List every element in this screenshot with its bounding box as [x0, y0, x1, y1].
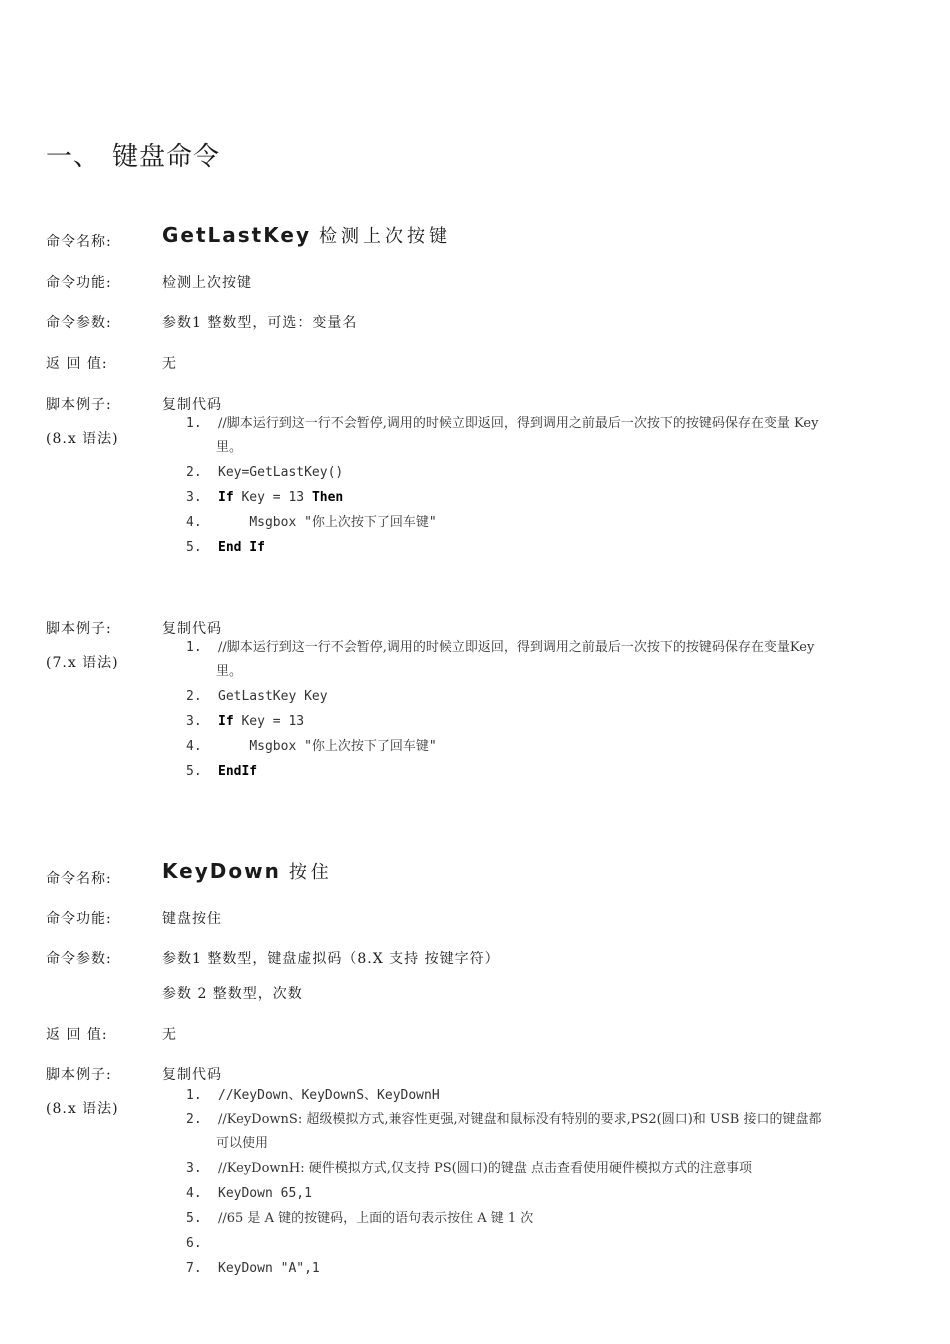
label-command-name: 命令名称: [46, 871, 112, 887]
code-line: 5. End If [186, 540, 265, 555]
syntax-version: (8.x 语法) [46, 431, 119, 447]
command-function: 检测上次按键 [162, 275, 252, 291]
section-title: 键盘命令 [112, 142, 221, 172]
return-value: 无 [162, 356, 177, 372]
code-line: 6. [186, 1236, 202, 1251]
command-name: KeyDown [162, 859, 281, 883]
code-line: 1. //脚本运行到这一行不会暂停,调用的时候立即返回，得到调用之前最后一次按下的按键码保存在变量 Key 里。 [186, 416, 819, 455]
command-param-1: 参数1 整数型，键盘虚拟码（8.X 支持 按键字符） [162, 951, 500, 967]
copy-code-link[interactable]: 复制代码 [162, 397, 222, 413]
command-param-1: 参数1 整数型，可选：变量名 [162, 315, 358, 331]
command-title [162, 222, 451, 248]
code-line: 2. //KeyDownS: 超级模拟方式,兼容性更强,对键盘和鼠标没有特别的要求,PS2(圆口)和 USB 接口的键盘都 可以使用 [186, 1112, 822, 1151]
code-line: 5. //65 是 A 键的按键码，上面的语句表示按住 A 键 1 次 [186, 1211, 534, 1226]
label-return-value: 返 回 值: [46, 356, 108, 372]
syntax-version: (7.x 语法) [46, 655, 119, 671]
command-title [162, 858, 333, 884]
command-function: 键盘按住 [162, 911, 222, 927]
code-block [186, 636, 906, 784]
return-value: 无 [162, 1027, 177, 1043]
label-command-params: 命令参数: [46, 951, 112, 967]
code-line: 1. //KeyDown、KeyDownS、KeyDownH [186, 1088, 440, 1103]
code-line: 3. If Key = 13 [186, 714, 305, 729]
section-number: 一、 [46, 142, 101, 172]
command-name: GetLastKey [162, 223, 311, 247]
command-desc: 按住 [288, 862, 333, 883]
command-param-2: 参数 2 整数型，次数 [162, 986, 303, 1002]
code-line: 3. //KeyDownH: 硬件模拟方式,仅支持 PS(圆口)的键盘 点击查看使用硬件模拟方式的注意事项 [186, 1161, 752, 1176]
label-example: 脚本例子: [46, 1067, 112, 1083]
code-line: 4. Msgbox "你上次按下了回车键" [186, 739, 437, 754]
code-line: 1. //脚本运行到这一行不会暂停,调用的时候立即返回，得到调用之前最后一次按下的按键码保存在变量Key 里。 [186, 640, 815, 679]
label-command-params: 命令参数: [46, 315, 112, 331]
label-example: 脚本例子: [46, 397, 112, 413]
code-line: 3. If Key = 13 Then [186, 490, 344, 505]
syntax-version: (8.x 语法) [46, 1101, 119, 1117]
command-desc: 检测上次按键 [319, 226, 451, 247]
code-block [186, 412, 906, 560]
code-line: 7. KeyDown "A",1 [186, 1261, 320, 1276]
code-line: 2. GetLastKey Key [186, 689, 328, 704]
code-line: 4. KeyDown 65,1 [186, 1186, 312, 1201]
code-block [186, 1083, 906, 1281]
copy-code-link[interactable]: 复制代码 [162, 1067, 222, 1083]
label-command-function: 命令功能: [46, 275, 112, 291]
label-example: 脚本例子: [46, 621, 112, 637]
label-command-name: 命令名称: [46, 234, 112, 250]
code-line: 5. EndIf [186, 764, 258, 779]
section-heading [46, 136, 220, 173]
copy-code-link[interactable]: 复制代码 [162, 621, 222, 637]
label-return-value: 返 回 值: [46, 1027, 108, 1043]
code-line: 4. Msgbox "你上次按下了回车键" [186, 515, 437, 530]
code-line: 2. Key=GetLastKey() [186, 465, 344, 480]
label-command-function: 命令功能: [46, 911, 112, 927]
